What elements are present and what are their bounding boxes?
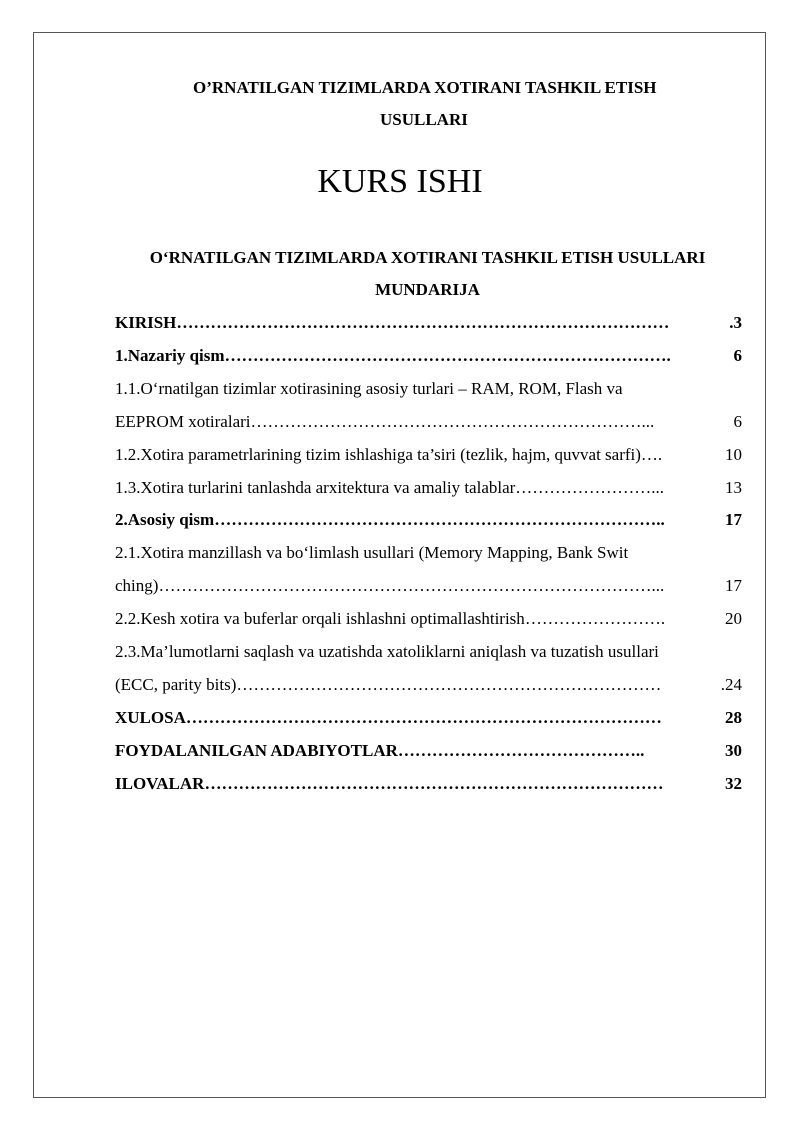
toc-entry-1-3[interactable] [115, 472, 742, 505]
toc-entry-2-1[interactable] [115, 537, 742, 603]
toc-entry-leader: …………………………………….. [397, 740, 645, 760]
toc-entry-leader: …………………………………………………………………….. [214, 510, 665, 530]
toc-entry-text: ILOVALAR [115, 773, 205, 793]
toc-entry-page: 17 [725, 510, 742, 530]
toc-entry-text: 1.Nazariy qism [115, 345, 225, 365]
toc-entry-leader: …………………………………………………………………………… [176, 313, 670, 332]
table-of-contents [115, 307, 742, 801]
toc-entry-1-2[interactable] [115, 439, 742, 472]
toc-entry-leader: ……………………... [515, 477, 665, 497]
course-label: KURS ISHI [317, 163, 483, 200]
toc-entry-2-2[interactable] [115, 603, 742, 636]
toc-entry-1-1[interactable] [115, 373, 742, 439]
toc-entry-leader: ………………………………………………………………………… [185, 707, 662, 727]
toc-entry-page: .3 [729, 313, 742, 332]
toc-entry-page: 30 [725, 740, 742, 760]
toc-entry-page: 13 [725, 477, 742, 497]
toc-entry-page: 17 [725, 576, 742, 596]
toc-entry-page: 32 [725, 773, 742, 793]
toc-entry-text: 2.2.Kesh xotira va buferlar orqali ishlashni optimallashtirish [115, 609, 525, 629]
toc-entry-adabiyotlar[interactable] [115, 735, 742, 768]
toc-entry-nazariy[interactable] [115, 340, 742, 373]
document-title-line-2: USULLARI [380, 110, 468, 129]
toc-entry-page: .24 [720, 674, 742, 694]
toc-entry-leader: ……………………. [524, 609, 666, 629]
toc-entry-leader: ……………………………………………………………………………... [158, 576, 665, 596]
toc-entry-leader: …. [640, 444, 663, 464]
toc-entry-page: 6 [733, 411, 742, 431]
toc-entry-text: 1.1.O‘rnatilgan tizimlar xotirasining asosiy turlari – RAM, ROM, Flash va [115, 378, 623, 398]
toc-entry-leader: ………………………………………………………………… [236, 674, 662, 694]
toc-entry-text: 1.3.Xotira turlarini tanlashda arxitektura va amaliy talablar [115, 477, 516, 497]
toc-entry-text: FOYDALANILGAN ADABIYOTLAR [115, 740, 398, 760]
toc-entry-text: 2.1.Xotira manzillash va bo‘limlash usullari (Memory Mapping, Bank Swit [115, 543, 629, 563]
toc-entry-2-3[interactable] [115, 636, 742, 702]
toc-entry-page: 20 [725, 609, 742, 629]
toc-entry-page: 28 [725, 707, 742, 727]
toc-entry-asosiy[interactable] [115, 504, 742, 537]
toc-heading-label: MUNDARIJA [375, 280, 480, 299]
toc-entry-text: KIRISH [115, 313, 177, 332]
toc-entry-page: 6 [733, 345, 742, 365]
toc-entry-text: 2.Asosiy qism [115, 510, 215, 530]
toc-entry-leader: ……………………………………………………………………. [224, 345, 671, 365]
toc-entry-xulosa[interactable] [115, 702, 742, 735]
toc-entry-page: 10 [725, 444, 742, 464]
toc-entry-leader: ……………………………………………………………………… [204, 773, 664, 793]
document-title [0, 72, 800, 136]
toc-entry-text: 1.2.Xotira parametrlarining tizim ishlashiga ta’siri (tezlik, hajm, quvvat sarfi) [115, 444, 641, 464]
toc-heading [115, 242, 740, 306]
toc-entry-text: (ECC, parity bits) [115, 674, 237, 694]
toc-entry-text: EEPROM xotiralari [115, 411, 251, 431]
toc-heading-title: O‘RNATILGAN TIZIMLARDA XOTIRANI TASHKIL ETISH USULLARI [149, 248, 706, 267]
toc-entry-text: XULOSA [115, 707, 186, 727]
toc-entry-kirish[interactable] [115, 307, 742, 340]
document-title-line-1: O’RNATILGAN TIZIMLARDA XOTIRANI TASHKIL ETISH [193, 78, 657, 97]
toc-entry-leader: ……………………………………………………………... [250, 411, 655, 431]
toc-entry-text: ching) [115, 576, 159, 596]
toc-entry-text: 2.3.Ma’lumotlarni saqlash va uzatishda xatoliklarni aniqlash va tuzatish usullari [115, 642, 659, 662]
toc-entry-ilovalar[interactable] [115, 768, 742, 801]
